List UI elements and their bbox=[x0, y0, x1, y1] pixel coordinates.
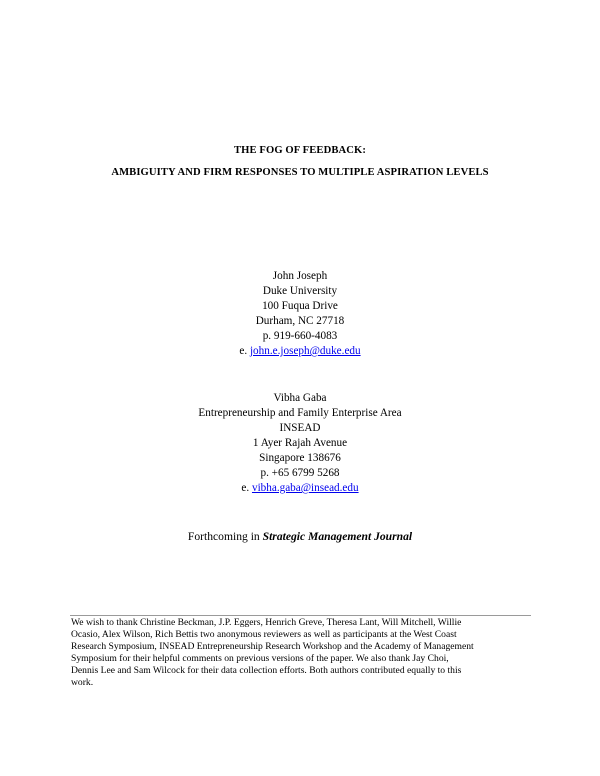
footnote-divider bbox=[70, 615, 531, 616]
author-email-line bbox=[0, 481, 600, 496]
paper-title-line-1: THE FOG OF FEEDBACK: bbox=[234, 145, 366, 156]
author-department: Entrepreneurship and Family Enterprise Area bbox=[198, 407, 402, 419]
footnote-line: We wish to thank Christine Beckman, J.P. Eggers, Henrich Greve, Theresa Lant, Will Mitchell, Willie bbox=[71, 617, 462, 628]
author-city: Durham, NC 27718 bbox=[255, 315, 345, 327]
footnote-line: Dennis Lee and Sam Wilcock for their data collection efforts. Both authors contributed equally to this bbox=[71, 665, 462, 677]
author-street: 100 Fuqua Drive bbox=[262, 300, 338, 312]
author-email-link[interactable]: john.e.joseph@duke.edu bbox=[249, 345, 361, 357]
author-phone: p. 919-660-4083 bbox=[262, 330, 338, 342]
email-prefix: e. bbox=[241, 482, 250, 494]
author-email-line bbox=[0, 344, 600, 359]
footnote-line: Symposium for their helpful comments on previous versions of the paper. We also thank Jay Choi, bbox=[71, 653, 449, 665]
footnote-line: Ocasio, Alex Wilson, Rich Bettis two anonymous reviewers as well as participants at the West Coast bbox=[71, 629, 457, 641]
acknowledgements-footnote bbox=[71, 617, 533, 690]
author-block-gaba bbox=[0, 391, 600, 496]
footnote-line: work. bbox=[71, 677, 94, 689]
author-city: Singapore 138676 bbox=[259, 452, 341, 464]
email-prefix: e. bbox=[239, 345, 248, 357]
author-institution: INSEAD bbox=[279, 422, 321, 434]
publication-prefix: Forthcoming in bbox=[187, 530, 260, 543]
author-email-link[interactable]: vibha.gaba@insead.edu bbox=[251, 482, 359, 494]
author-name: John Joseph bbox=[272, 270, 328, 282]
author-phone: p. +65 6799 5268 bbox=[260, 467, 340, 479]
author-institution: Duke University bbox=[262, 285, 338, 297]
paper-title-line-2: AMBIGUITY AND FIRM RESPONSES TO MULTIPLE ASPIRATION LEVELS bbox=[111, 167, 489, 178]
publication-note bbox=[0, 530, 600, 543]
author-street: 1 Ayer Rajah Avenue bbox=[252, 437, 348, 449]
author-block-joseph bbox=[0, 269, 600, 359]
journal-name: Strategic Management Journal bbox=[262, 530, 413, 543]
footnote-line: Research Symposium, INSEAD Entrepreneurship Research Workshop and the Academy of Management bbox=[71, 641, 474, 653]
author-name: Vibha Gaba bbox=[273, 392, 327, 404]
